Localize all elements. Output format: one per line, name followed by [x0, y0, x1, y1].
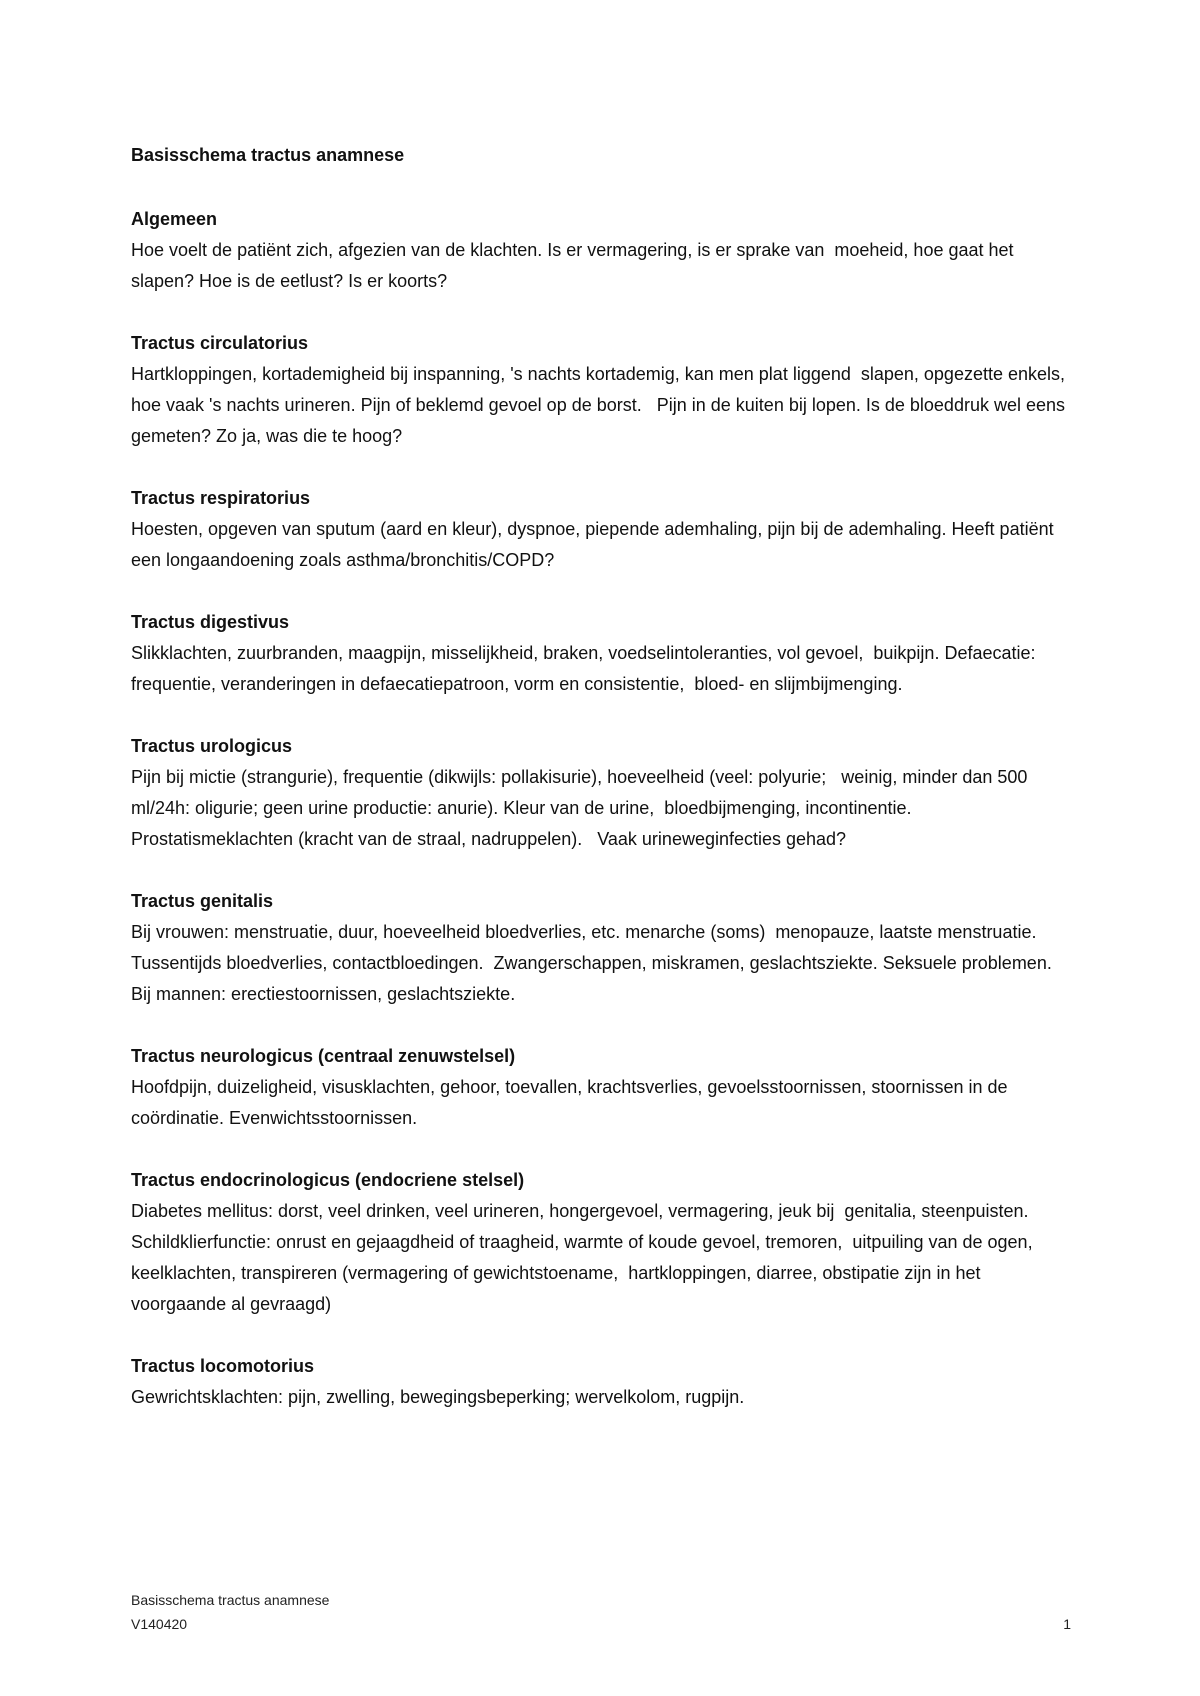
section-heading: Tractus endocrinologicus (endocriene stelsel) [131, 1170, 525, 1190]
footer-document-title: Basisschema tractus anamnese [131, 1592, 330, 1608]
section-paragraph: Diabetes mellitus: dorst, veel drinken, veel urineren, hongergevoel, vermagering, jeuk bij genitalia, steenpuisten. [131, 1201, 1029, 1221]
section-paragraph: Pijn bij mictie (strangurie), frequentie (dikwijls: pollakisurie), hoeveelheid (veel: polyurie; weinig, minder dan 500 ml/24h: oligurie; geen urine productie: anurie). Kleur van de urine, bloedbijmenging, incontinentie. Prostatismeklachten (kracht van de straal, nadruppelen). Vaak urineweginfecties gehad? [131, 767, 1033, 849]
section-paragraph: Hoofdpijn, duizeligheid, visusklachten, gehoor, toevallen, krachtsverlies, gevoelsstoornissen, stoornissen in de coördinatie. Evenwichtsstoornissen. [131, 1077, 1013, 1128]
section-tractus-circulatorius [131, 328, 1071, 452]
section-paragraph: Gewrichtsklachten: pijn, zwelling, bewegingsbeperking; wervelkolom, rugpijn. [131, 1387, 745, 1407]
section-heading: Algemeen [131, 209, 218, 229]
page-number: 1 [1063, 1616, 1071, 1632]
document-title: Basisschema tractus anamnese [131, 145, 405, 165]
section-paragraph: Bij vrouwen: menstruatie, duur, hoeveelheid bloedverlies, etc. menarche (soms) menopauze, laatste menstruatie. Tussentijds bloedverlies, contactbloedingen. Zwangerschappen, miskramen, geslachtsziekte. Seksuele problemen. [131, 922, 1052, 973]
section-heading: Tractus neurologicus (centraal zenuwstelsel) [131, 1046, 516, 1066]
section-tractus-endocrinologicus [131, 1165, 1071, 1320]
section-paragraph: Schildklierfunctie: onrust en gejaagdheid of traagheid, warmte of koude gevoel, tremoren, uitpuiling van de ogen, keelklachten, transpireren (vermagering of gewichtstoename, hartkloppingen, diarree, obstipatie zijn in het voorgaande al gevraagd) [131, 1232, 1038, 1314]
section-heading: Tractus locomotorius [131, 1356, 315, 1376]
section-paragraph: Hoe voelt de patiënt zich, afgezien van de klachten. Is er vermagering, is er sprake van moeheid, hoe gaat het slapen? Hoe is de eetlust? Is er koorts? [131, 240, 1019, 291]
section-heading: Tractus urologicus [131, 736, 293, 756]
section-tractus-digestivus [131, 607, 1071, 700]
section-tractus-urologicus [131, 731, 1071, 855]
section-tractus-genitalis [131, 886, 1071, 1010]
section-heading: Tractus genitalis [131, 891, 274, 911]
section-heading: Tractus respiratorius [131, 488, 311, 508]
section-heading: Tractus digestivus [131, 612, 290, 632]
section-tractus-respiratorius [131, 483, 1071, 576]
section-heading: Tractus circulatorius [131, 333, 309, 353]
document-body [131, 140, 1071, 1444]
footer-version: V140420 [131, 1616, 188, 1632]
section-paragraph: Hoesten, opgeven van sputum (aard en kleur), dyspnoe, piepende ademhaling, pijn bij de ademhaling. Heeft patiënt een longaandoening zoals asthma/bronchitis/COPD? [131, 519, 1059, 570]
section-paragraph: Bij mannen: erectiestoornissen, geslachtsziekte. [131, 984, 516, 1004]
page-footer [131, 1588, 1071, 1636]
section-paragraph: Hartkloppingen, kortademigheid bij inspanning, 's nachts kortademig, kan men plat liggend slapen, opgezette enkels, hoe vaak 's nachts urineren. Pijn of beklemd gevoel op de borst. Pijn in de kuiten bij lopen. Is de bloeddruk wel eens gemeten? Zo ja, was die te hoog? [131, 364, 1071, 446]
section-tractus-neurologicus [131, 1041, 1071, 1134]
section-tractus-locomotorius [131, 1351, 1071, 1413]
section-algemeen [131, 204, 1071, 297]
section-paragraph: Slikklachten, zuurbranden, maagpijn, misselijkheid, braken, voedselintoleranties, vol gevoel, buikpijn. Defaecatie: frequentie, veranderingen in defaecatiepatroon, vorm en consistentie, bloed- en slijmbijmenging. [131, 643, 1041, 694]
